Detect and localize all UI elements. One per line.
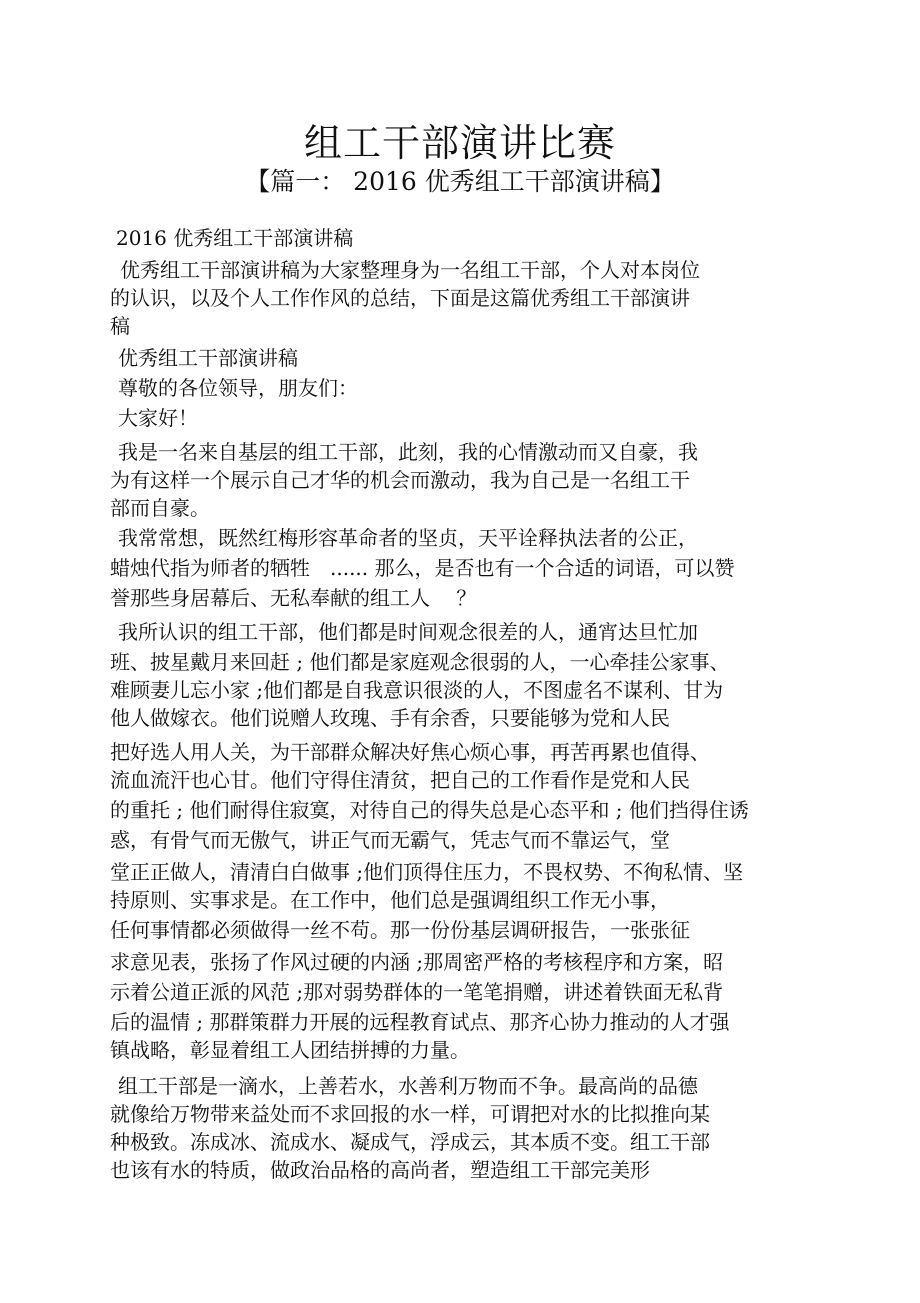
body-line: 部而自豪。 [110,496,210,520]
document-title: 组工干部演讲比赛 [303,121,616,165]
body-line: 惑，有骨气而无傲气，讲正气而无霸气，凭志气而不靠运气，堂 [110,828,670,852]
body-line: 为有这样一个展示自己才华的机会而激动，我为自己是一名组工干 [110,468,690,492]
body-line: 大家好！ [118,406,198,430]
body-line: 难顾妻儿忘小家 ;他们都是自我意识很淡的人，不图虚名不谋利、甘为 [110,678,724,702]
body-line: 尊敬的各位领导，朋友们： [118,376,358,400]
body-line: 求意见表，张扬了作风过硬的内涵 ;那周密严格的考核程序和方案，昭 [110,950,724,974]
body-line: 堂正正做人，清清白白做事 ;他们顶得住压力，不畏权势、不徇私情、坚 [110,860,744,884]
body-line: 把好选人用人关，为干部群众解决好焦心烦心事，再苦再累也值得、 [110,740,710,764]
body-line: 稿 [110,314,130,338]
body-line: 持原则、实事求是。在工作中，他们总是强调组织工作无小事， [110,888,670,912]
body-line: 2016 优秀组工干部演讲稿 [116,226,354,250]
body-line: 我是一名来自基层的组工干部，此刻，我的心情激动而又自豪，我 [118,440,698,464]
body-line: 的认识，以及个人工作作风的总结，下面是这篇优秀组工干部演讲 [110,286,690,310]
document-subtitle: 【篇一： 2016 优秀组工干部演讲稿】 [245,167,675,196]
body-line: 优秀组工干部演讲稿为大家整理身为一名组工干部，个人对本岗位 [120,258,700,282]
body-line: 誉那些身居幕后、无私奉献的组工人 ？ [110,586,477,610]
body-line: 我常常想，既然红梅形容革命者的坚贞，天平诠释执法者的公正， [118,526,698,550]
body-line: 组工干部是一滴水，上善若水，水善利万物而不争。最高尚的品德 [118,1074,698,1098]
body-line: 他人做嫁衣。他们说赠人玫瑰、手有余香，只要能够为党和人民 [110,706,670,730]
body-line: 也该有水的特质，做政治品格的高尚者，塑造组工干部完美形 [110,1158,650,1182]
body-line: 优秀组工干部演讲稿 [118,346,298,370]
body-line: 种极致。冻成冰、流成水、凝成气，浮成云，其本质不变。组工干部 [110,1130,710,1154]
body-line: 后的温情 ; 那群策群力开展的远程教育试点、那齐心协力推动的人才强 [110,1010,730,1034]
body-line: 流血流汗也心甘。他们守得住清贫，把自己的工作看作是党和人民 [110,768,690,792]
body-line: 班、披星戴月来回赶 ; 他们都是家庭观念很弱的人，一心牵挂公家事、 [110,650,730,674]
body-line: 的重托 ; 他们耐得住寂寞，对待自己的得失总是心态平和 ; 他们挡得住诱 [110,798,749,822]
body-line: 示着公道正派的风范 ;那对弱势群体的一笔笔捐赠，讲述着铁面无私背 [110,980,724,1004]
body-line: 我所认识的组工干部，他们都是时间观念很差的人，通宵达旦忙加 [118,620,698,644]
body-line: 任何事情都必须做得一丝不苟。那一份份基层调研报告，一张张征 [110,918,690,942]
body-line: 镇战略，彰显着组工人团结拼搏的力量。 [110,1038,470,1062]
body-line: 就像给万物带来益处而不求回报的水一样，可谓把对水的比拟推向某 [110,1102,710,1126]
body-line: 蜡烛代指为师者的牺牲 ...... 那么，是否也有一个合适的词语，可以赞 [110,556,735,580]
